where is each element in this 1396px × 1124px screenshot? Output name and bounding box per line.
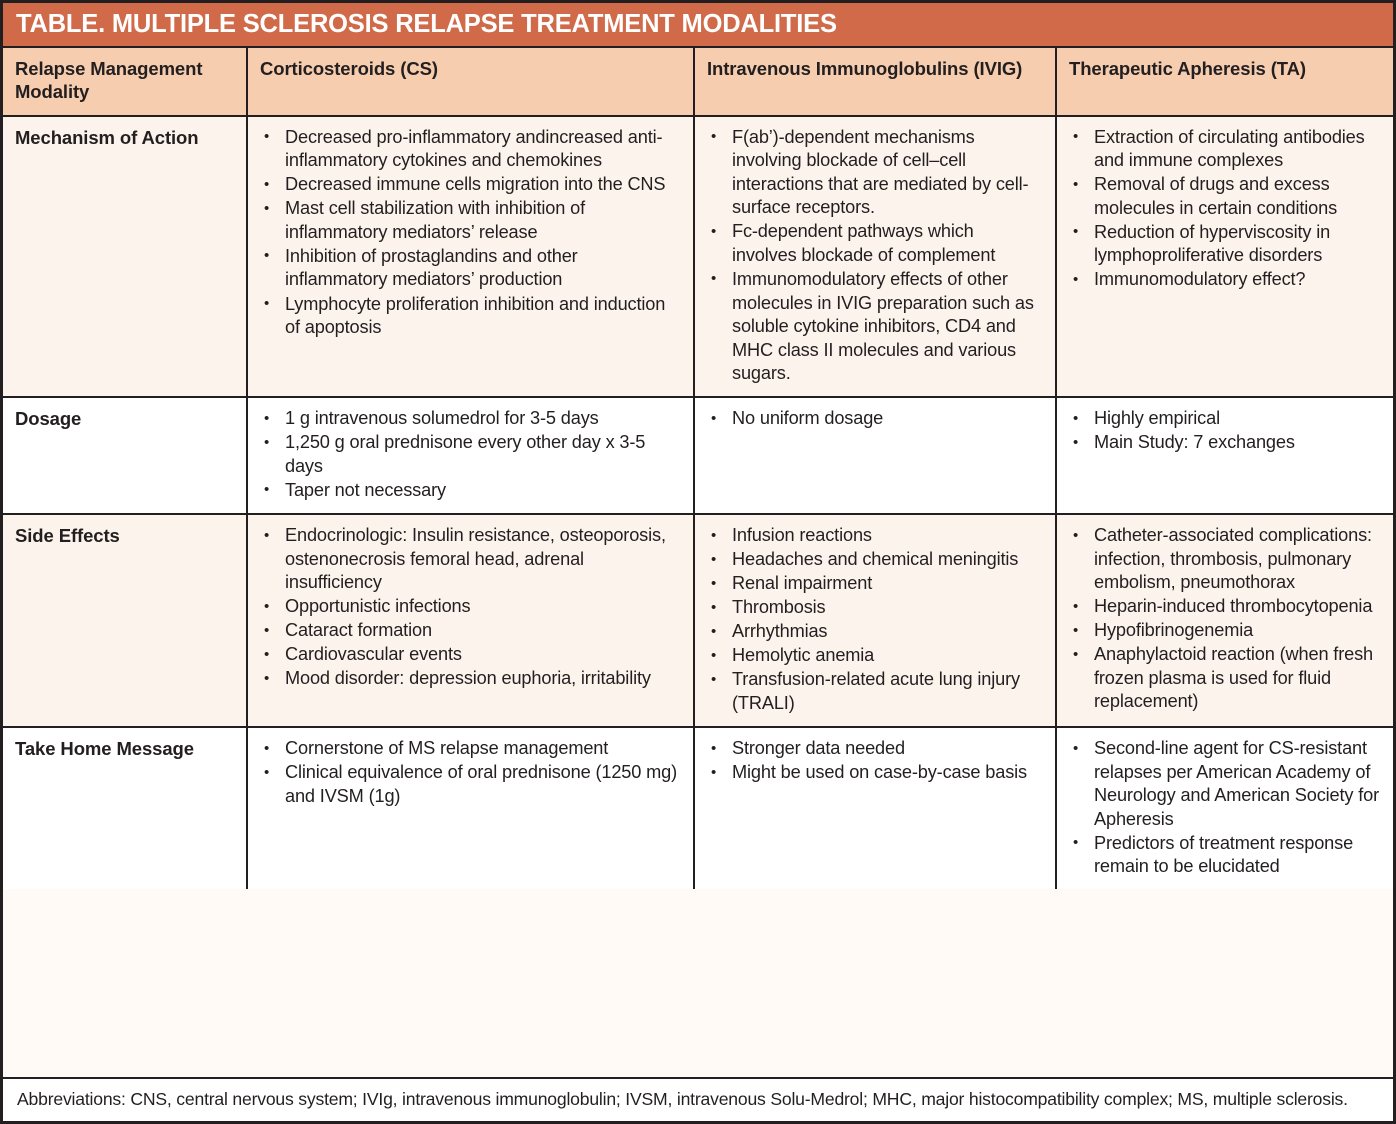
- bullet-list: [260, 737, 681, 808]
- list-item: • Might be used on case-by-case basis: [707, 761, 1043, 785]
- page-title: TABLE. MULTIPLE SCLEROSIS RELAPSE TREATMENT MODALITIES: [16, 9, 837, 38]
- list-item: • Immunomodulatory effects of other molecules in IVIG preparation such as soluble cytokine inhibitors, CD4 and MHC class II molecules and various sugars.: [707, 268, 1043, 386]
- list-item: • Taper not necessary: [260, 479, 681, 503]
- list-item: • Removal of drugs and excess molecules in certain conditions: [1069, 173, 1381, 220]
- list-item: • Decreased immune cells migration into the CNS: [260, 173, 681, 197]
- cell-apheresis: [1057, 398, 1393, 513]
- list-item: • Infusion reactions: [707, 524, 1043, 548]
- bullet-list: [707, 737, 1043, 785]
- list-item: • Catheter-associated complications: infection, thrombosis, pulmonary embolism, pneumothorax: [1069, 524, 1381, 595]
- list-item: • Predictors of treatment response remain to be elucidated: [1069, 832, 1381, 879]
- row-label-cell: Side Effects: [3, 515, 248, 726]
- table-row: [3, 398, 1393, 515]
- footnote-text: Abbreviations: CNS, central nervous system; IVIg, intravenous immunoglobulin; IVSM, intravenous Solu-Medrol; MHC, major histocompatibility complex; MS, multiple sclerosis.: [17, 1088, 1348, 1109]
- list-item: • Stronger data needed: [707, 737, 1043, 761]
- list-item: • Cataract formation: [260, 619, 681, 643]
- bullet-list: [260, 407, 681, 502]
- table-row: [3, 117, 1393, 399]
- cell-corticosteroids: [248, 117, 695, 397]
- list-item: • Clinical equivalence of oral prednisone (1250 mg) and IVSM (1g): [260, 761, 681, 808]
- cell-apheresis: [1057, 515, 1393, 726]
- list-item: • Thrombosis: [707, 596, 1043, 620]
- list-item: • Headaches and chemical meningitis: [707, 548, 1043, 572]
- row-label-cell: Take Home Message: [3, 728, 248, 889]
- cell-ivig: [695, 398, 1057, 513]
- bullet-list: [1069, 524, 1381, 714]
- list-item: • Anaphylactoid reaction (when fresh frozen plasma is used for fluid replacement): [1069, 643, 1381, 714]
- list-item: • Hypofibrinogenemia: [1069, 619, 1381, 643]
- cell-corticosteroids: [248, 398, 695, 513]
- list-item: • Transfusion-related acute lung injury (TRALI): [707, 668, 1043, 715]
- list-item: • Decreased pro-inflammatory andincreased anti-inflammatory cytokines and chemokines: [260, 126, 681, 173]
- bullet-list: [1069, 737, 1381, 879]
- list-item: • Endocrinologic: Insulin resistance, osteoporosis, ostenonecrosis femoral head, adrenal insufficiency: [260, 524, 681, 595]
- bullet-list: [1069, 407, 1381, 455]
- list-item: • Mast cell stabilization with inhibition of inflammatory mediators’ release: [260, 197, 681, 244]
- table-row: [3, 728, 1393, 889]
- table-grid: [3, 48, 1393, 1077]
- list-item: • Heparin-induced thrombocytopenia: [1069, 595, 1381, 619]
- list-item: • Immunomodulatory effect?: [1069, 268, 1381, 292]
- cell-corticosteroids: [248, 515, 695, 726]
- list-item: • Main Study: 7 exchanges: [1069, 431, 1381, 455]
- column-header-apheresis: Therapeutic Apheresis (TA): [1069, 58, 1306, 79]
- list-item: • Highly empirical: [1069, 407, 1381, 431]
- row-label-cell: Dosage: [3, 398, 248, 513]
- table-title-bar: [3, 3, 1393, 48]
- list-item: • Extraction of circulating antibodies and immune complexes: [1069, 126, 1381, 173]
- list-item: • Lymphocyte proliferation inhibition and induction of apoptosis: [260, 293, 681, 340]
- row-label-cell: Mechanism of Action: [3, 117, 248, 397]
- cell-ivig: [695, 515, 1057, 726]
- bullet-list: [707, 524, 1043, 716]
- list-item: • F(ab’)-dependent mechanisms involving blockade of cell–cell interactions that are mediated by cell-surface receptors.: [707, 126, 1043, 220]
- cell-ivig: [695, 728, 1057, 889]
- list-item: • Renal impairment: [707, 572, 1043, 596]
- list-item: • Inhibition of prostaglandins and other inflammatory mediators’ production: [260, 245, 681, 292]
- bullet-list: [707, 407, 1043, 431]
- list-item: • Second-line agent for CS-resistant relapses per American Academy of Neurology and American Society for Apheresis: [1069, 737, 1381, 831]
- list-item: • No uniform dosage: [707, 407, 1043, 431]
- list-item: • Hemolytic anemia: [707, 644, 1043, 668]
- list-item: • 1,250 g oral prednisone every other day x 3-5 days: [260, 431, 681, 478]
- bullet-list: [260, 126, 681, 340]
- list-item: • Reduction of hyperviscosity in lymphoproliferative disorders: [1069, 221, 1381, 268]
- table-header-row: [3, 48, 1393, 117]
- column-header-modality: Relapse Management Modality: [3, 48, 248, 115]
- cell-apheresis: [1057, 117, 1393, 397]
- cell-apheresis: [1057, 728, 1393, 889]
- list-item: • 1 g intravenous solumedrol for 3-5 days: [260, 407, 681, 431]
- bullet-list: [260, 524, 681, 691]
- list-item: • Mood disorder: depression euphoria, irritability: [260, 667, 681, 691]
- bullet-list: [707, 126, 1043, 386]
- bullet-list: [1069, 126, 1381, 292]
- cell-ivig: [695, 117, 1057, 397]
- list-item: • Opportunistic infections: [260, 595, 681, 619]
- column-header-ivig: Intravenous Immunoglobulins (IVIG): [695, 48, 1057, 115]
- table-row: [3, 515, 1393, 728]
- abbreviations-footnote: [3, 1077, 1393, 1121]
- list-item: • Fc-dependent pathways which involves blockade of complement: [707, 220, 1043, 267]
- cell-corticosteroids: [248, 728, 695, 889]
- list-item: • Cornerstone of MS relapse management: [260, 737, 681, 761]
- column-header-corticosteroids: Corticosteroids (CS): [248, 48, 695, 115]
- list-item: • Cardiovascular events: [260, 643, 681, 667]
- list-item: • Arrhythmias: [707, 620, 1043, 644]
